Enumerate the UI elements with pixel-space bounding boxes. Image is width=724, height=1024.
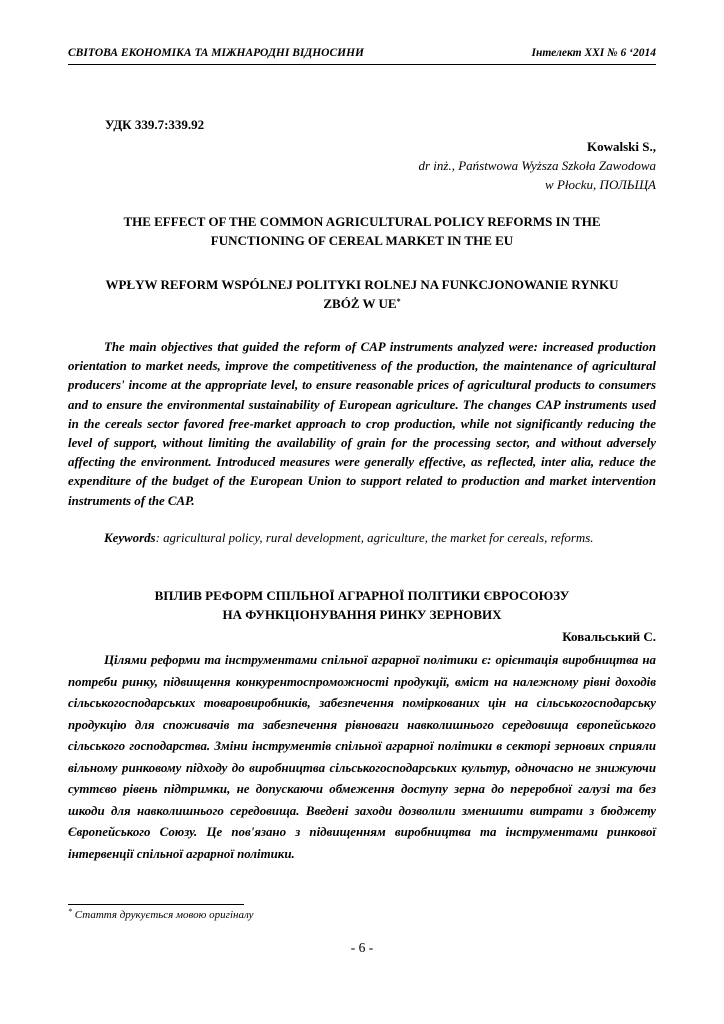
running-header bbox=[68, 47, 656, 63]
title-ukrainian bbox=[68, 586, 656, 624]
title-english bbox=[68, 212, 656, 250]
title-ukrainian-line2: НА ФУНКЦІОНУВАННЯ РИНКУ ЗЕРНОВИХ bbox=[222, 607, 502, 622]
author-name-ukrainian: Ковальський С. bbox=[562, 629, 656, 644]
footnote-divider bbox=[68, 904, 244, 905]
footnote-marker: * bbox=[396, 297, 401, 306]
header-divider bbox=[68, 64, 656, 65]
author-affiliation-line2: w Płocku, ПОЛЬЩА bbox=[545, 177, 656, 192]
title-ukrainian-line1: ВПЛИВ РЕФОРМ СПІЛЬНОЇ АГРАРНОЇ ПОЛІТИКИ ЄВРОСОЮЗУ bbox=[154, 588, 570, 603]
title-english-line2: FUNCTIONING OF CEREAL MARKET IN THE EU bbox=[210, 233, 514, 248]
title-english-line1: THE EFFECT OF THE COMMON AGRICULTURAL POLICY REFORMS IN THE bbox=[123, 214, 601, 229]
keywords bbox=[68, 529, 656, 548]
title-polish-line2: ZBÓŻ W UE bbox=[323, 296, 397, 311]
footnote-text: Стаття друкується мовою оригіналу bbox=[72, 909, 254, 921]
journal-section-title: СВІТОВА ЕКОНОМІКА ТА МІЖНАРОДНІ ВІДНОСИНИ bbox=[68, 47, 364, 59]
author-name: Kowalski S., bbox=[587, 139, 656, 154]
title-polish bbox=[68, 275, 656, 313]
abstract-english-text: The main objectives that guided the reform of CAP instruments analyzed were: increased production orientation to market needs, improve the competitiveness of the production, the maintenance of agricultural producers' income at the appropriate level, to ensure reasonable prices of agricultural products to consumers and to ensure the environmental sustainability of European agriculture. The changes CAP instruments used in the cereals sector favored free-market approach to crop production, while not significantly reducing the level of support, without limiting the availability of grain for the processing sector, and without adversely affecting the environment. Introduced measures were generally effective, as reflected, inter alia, reduce the expenditure of the budget of the European Union to support related to production and market intervention instruments of the CAP. bbox=[68, 340, 656, 508]
keywords-label: Keywords bbox=[104, 531, 156, 545]
journal-issue: Інтелект XXI № 6 ‘2014 bbox=[531, 47, 656, 59]
footnote bbox=[68, 909, 254, 921]
title-polish-line1: WPŁYW REFORM WSPÓLNEJ POLITYKI ROLNEJ NA FUNKCJONOWANIE RYNKU bbox=[105, 277, 619, 292]
abstract-ukrainian-text: Цілями реформи та інструментами спільної аграрної політики є: орієнтація виробництва на потреби ринку, підвищення конкурентоспроможності продукції, вміст на належному рівні доходів сільськогосподарських товаровиробників, забезпечення поміркованих цін на сільськогосподарську продукцію для споживачів та забезпечення рівноваги навколишнього середовища європейського сільського господарства. Зміни інструментів спільної аграрної політики в секторі зернових сприяли вільному ринковому підходу до виробництва сільськогосподарських культур, одночасно не знижуючи суттєво рівень підтримки, не допускаючи обмеження доступу зерна до переробної галузі та без шкоди для навколишнього середовища. Введені заходи дозволили зменшити витрати з бюджету Європейського Союзу. Це пов'язано з підвищенням виробництва та інструментами ринкової інтервенції спільної аграрної політики. bbox=[68, 653, 656, 861]
title-polish-line2-wrap bbox=[68, 294, 656, 313]
abstract-ukrainian bbox=[68, 650, 656, 865]
keywords-text: : agricultural policy, rural development, agriculture, the market for cereals, reforms. bbox=[155, 531, 594, 545]
author-affiliation-line1: dr inż., Państwowa Wyższa Szkoła Zawodowa bbox=[418, 158, 656, 173]
abstract-english bbox=[68, 338, 656, 511]
footnote-mark: * bbox=[68, 907, 72, 916]
author-block bbox=[256, 137, 656, 194]
page-number: - 6 - bbox=[350, 940, 374, 955]
udc-code: УДК 339.7:339.92 bbox=[105, 117, 205, 132]
